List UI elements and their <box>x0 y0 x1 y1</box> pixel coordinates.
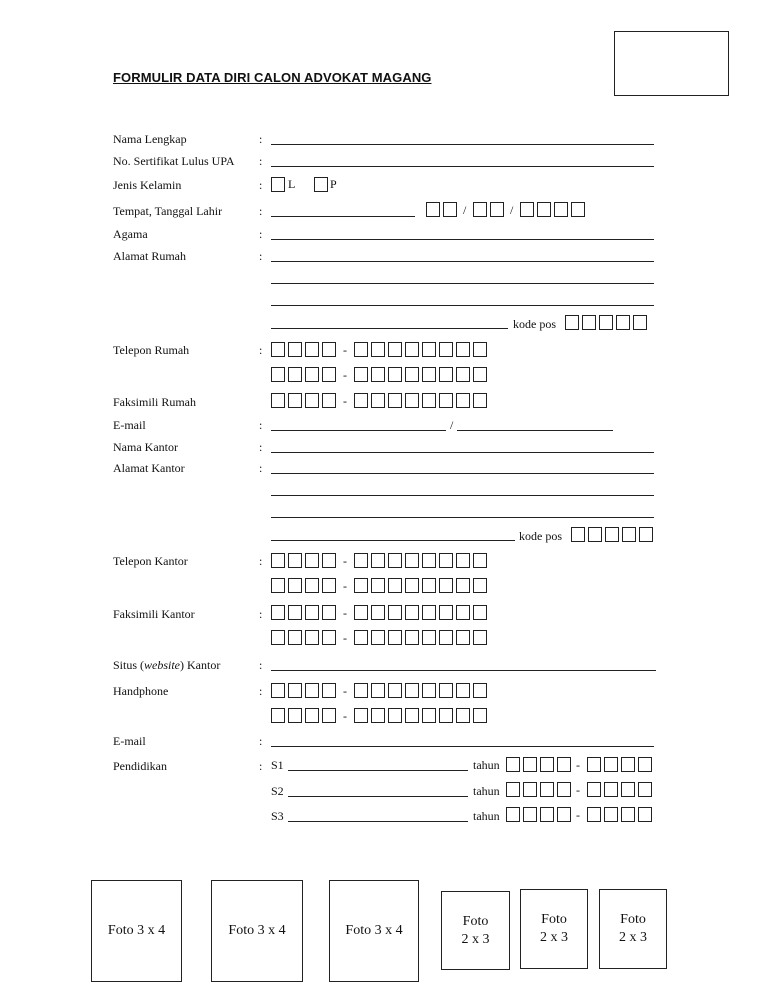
faksimili-rumah-number-box[interactable] <box>388 393 402 408</box>
kode-pos-kantor-box[interactable] <box>622 527 636 542</box>
kode-pos-label: kode pos <box>513 317 556 331</box>
telepon-kantor-number-box[interactable] <box>456 553 470 568</box>
telepon-rumah-number-box[interactable] <box>371 367 385 382</box>
label-email-2: E-mail <box>113 734 146 748</box>
phone-dash: - <box>343 579 347 593</box>
handphone-number-box[interactable] <box>456 683 470 698</box>
colon: : <box>259 607 263 621</box>
telepon-kantor-area-box[interactable] <box>288 578 302 593</box>
handphone-area-box[interactable] <box>288 708 302 723</box>
telepon-kantor-area-box[interactable] <box>305 553 319 568</box>
faksimili-kantor-area-box[interactable] <box>271 605 285 620</box>
s2-tahun-mulai-box[interactable] <box>523 782 537 797</box>
gender-l-label: L <box>288 177 296 191</box>
telepon-rumah-number-box[interactable] <box>456 367 470 382</box>
label-no-sertifikat: No. Sertifikat Lulus UPA <box>113 154 235 168</box>
s2-tahun-mulai-box[interactable] <box>557 782 571 797</box>
s3-tahun-mulai-box[interactable] <box>523 807 537 822</box>
faksimili-kantor-area-box[interactable] <box>288 630 302 645</box>
form-title: FORMULIR DATA DIRI CALON ADVOKAT MAGANG <box>113 70 432 85</box>
telepon-kantor-number-box[interactable] <box>405 553 419 568</box>
colon: : <box>259 554 263 568</box>
education-level-s1: S1 <box>271 758 284 772</box>
label-telepon-rumah: Telepon Rumah <box>113 343 190 357</box>
telepon-rumah-area-box[interactable] <box>288 342 302 357</box>
colon: : <box>259 249 263 263</box>
handphone-number-box[interactable] <box>405 708 419 723</box>
faksimili-rumah-area-box[interactable] <box>288 393 302 408</box>
faksimili-kantor-number-box[interactable] <box>422 605 436 620</box>
faksimili-kantor-area-box[interactable] <box>288 605 302 620</box>
telepon-kantor-area-box[interactable] <box>271 578 285 593</box>
alamat-rumah-line-3[interactable] <box>271 305 654 306</box>
s3-tahun-mulai-box[interactable] <box>557 807 571 822</box>
s2-tahun-selesai-box[interactable] <box>621 782 635 797</box>
faksimili-rumah-number-box[interactable] <box>439 393 453 408</box>
email-1-field-a[interactable] <box>271 430 446 431</box>
s3-tahun-selesai-box[interactable] <box>621 807 635 822</box>
no-sertifikat-field[interactable] <box>271 166 654 167</box>
s2-tahun-mulai-box[interactable] <box>540 782 554 797</box>
telepon-rumah-number-box[interactable] <box>405 342 419 357</box>
s1-tahun-selesai-box[interactable] <box>638 757 652 772</box>
photo-2x3-line2: 2 x 3 <box>540 930 568 945</box>
telepon-kantor-number-box[interactable] <box>439 553 453 568</box>
telepon-rumah-number-box[interactable] <box>473 342 487 357</box>
colon: : <box>259 343 263 357</box>
colon: : <box>259 418 263 432</box>
phone-dash: - <box>343 684 347 698</box>
telepon-kantor-number-box[interactable] <box>422 553 436 568</box>
faksimili-kantor-number-box[interactable] <box>456 605 470 620</box>
telepon-rumah-number-box[interactable] <box>388 367 402 382</box>
handphone-number-box[interactable] <box>439 683 453 698</box>
colon: : <box>259 154 263 168</box>
faksimili-rumah-area-box[interactable] <box>271 393 285 408</box>
label-faksimili-kantor: Faksimili Kantor <box>113 607 195 621</box>
situs-kantor-field[interactable] <box>271 670 656 671</box>
handphone-number-box[interactable] <box>388 683 402 698</box>
label-alamat-kantor: Alamat Kantor <box>113 461 185 475</box>
handphone-number-box[interactable] <box>439 708 453 723</box>
email-1-field-b[interactable] <box>457 430 613 431</box>
tahun-lahir-box[interactable] <box>537 202 551 217</box>
faksimili-rumah-number-box[interactable] <box>405 393 419 408</box>
telepon-rumah-area-box[interactable] <box>271 367 285 382</box>
photo-2x3-line2: 2 x 3 <box>461 931 490 947</box>
faksimili-kantor-number-box[interactable] <box>354 605 368 620</box>
year-dash: - <box>576 808 580 822</box>
telepon-rumah-area-box[interactable] <box>288 367 302 382</box>
telepon-rumah-area-box[interactable] <box>271 342 285 357</box>
photo-2x3-box-2 <box>520 889 588 969</box>
handphone-number-box[interactable] <box>422 708 436 723</box>
s1-tahun-selesai-box[interactable] <box>604 757 618 772</box>
kode-pos-kantor-box[interactable] <box>588 527 602 542</box>
phone-dash: - <box>343 554 347 568</box>
year-dash: - <box>576 758 580 772</box>
label-nama-kantor: Nama Kantor <box>113 440 178 454</box>
faksimili-kantor-number-box[interactable] <box>405 605 419 620</box>
telepon-kantor-number-box[interactable] <box>371 553 385 568</box>
phone-dash: - <box>343 709 347 723</box>
photo-2x3-box-1 <box>441 891 510 970</box>
education-level-s3: S3 <box>271 809 284 823</box>
telepon-rumah-number-box[interactable] <box>439 342 453 357</box>
telepon-rumah-number-box[interactable] <box>422 342 436 357</box>
colon: : <box>259 759 263 773</box>
kode-pos-kantor-box[interactable] <box>571 527 585 542</box>
gender-p-label: P <box>330 177 337 191</box>
alamat-rumah-line-1[interactable] <box>271 261 654 262</box>
kode-pos-label: kode pos <box>519 529 562 543</box>
telepon-rumah-number-box[interactable] <box>388 342 402 357</box>
tempat-lahir-field[interactable] <box>271 216 415 217</box>
faksimili-kantor-number-box[interactable] <box>371 605 385 620</box>
faksimili-kantor-number-box[interactable] <box>439 605 453 620</box>
faksimili-kantor-number-box[interactable] <box>388 630 402 645</box>
faksimili-kantor-number-box[interactable] <box>388 605 402 620</box>
date-slash: / <box>510 203 514 217</box>
faksimili-rumah-number-box[interactable] <box>473 393 487 408</box>
tahun-label: tahun <box>473 809 500 823</box>
colon: : <box>259 204 263 218</box>
s3-tahun-mulai-box[interactable] <box>506 807 520 822</box>
s2-tahun-selesai-box[interactable] <box>604 782 618 797</box>
tahun-lahir-box[interactable] <box>571 202 585 217</box>
label-pendidikan: Pendidikan <box>113 759 167 773</box>
tahun-label: tahun <box>473 784 500 798</box>
telepon-kantor-number-box[interactable] <box>473 578 487 593</box>
label-handphone: Handphone <box>113 684 169 698</box>
s1-tahun-selesai-box[interactable] <box>587 757 601 772</box>
handphone-area-box[interactable] <box>271 683 285 698</box>
alamat-kantor-line-1[interactable] <box>271 473 654 474</box>
faksimili-kantor-number-box[interactable] <box>439 630 453 645</box>
alamat-rumah-line-4[interactable] <box>271 328 508 329</box>
kode-pos-rumah-box[interactable] <box>616 315 630 330</box>
kode-pos-rumah-box[interactable] <box>565 315 579 330</box>
education-level-s2: S2 <box>271 784 284 798</box>
phone-dash: - <box>343 343 347 357</box>
s3-tahun-selesai-box[interactable] <box>604 807 618 822</box>
phone-dash: - <box>343 394 347 408</box>
faksimili-rumah-number-box[interactable] <box>456 393 470 408</box>
photo-3x4-box-3: Foto 3 x 4 <box>329 880 419 982</box>
s1-field[interactable] <box>288 770 468 771</box>
s3-tahun-selesai-box[interactable] <box>638 807 652 822</box>
colon: : <box>259 440 263 454</box>
tahun-label: tahun <box>473 758 500 772</box>
telepon-rumah-number-box[interactable] <box>354 342 368 357</box>
email-slash: / <box>450 418 454 432</box>
kode-pos-rumah-box[interactable] <box>633 315 647 330</box>
phone-dash: - <box>343 368 347 382</box>
photo-3x4-box-1: Foto 3 x 4 <box>91 880 182 982</box>
phone-dash: - <box>343 631 347 645</box>
telepon-kantor-area-box[interactable] <box>271 553 285 568</box>
faksimili-kantor-area-box[interactable] <box>305 605 319 620</box>
s1-tahun-mulai-box[interactable] <box>557 757 571 772</box>
handphone-number-box[interactable] <box>473 683 487 698</box>
alamat-kantor-line-3[interactable] <box>271 517 654 518</box>
gender-p-checkbox[interactable] <box>314 177 328 192</box>
handphone-number-box[interactable] <box>405 683 419 698</box>
telepon-rumah-area-box[interactable] <box>305 367 319 382</box>
telepon-kantor-number-box[interactable] <box>354 553 368 568</box>
label-telepon-kantor: Telepon Kantor <box>113 554 188 568</box>
gender-l-checkbox[interactable] <box>271 177 285 192</box>
telepon-kantor-number-box[interactable] <box>456 578 470 593</box>
telepon-rumah-number-box[interactable] <box>473 367 487 382</box>
faksimili-rumah-area-box[interactable] <box>322 393 336 408</box>
situs-suffix: ) Kantor <box>180 658 221 672</box>
label-nama-lengkap: Nama Lengkap <box>113 132 187 146</box>
faksimili-kantor-number-box[interactable] <box>456 630 470 645</box>
date-slash: / <box>463 203 467 217</box>
telepon-rumah-number-box[interactable] <box>456 342 470 357</box>
photo-2x3-line1: Foto <box>541 912 567 927</box>
telepon-rumah-area-box[interactable] <box>305 342 319 357</box>
faksimili-kantor-number-box[interactable] <box>371 630 385 645</box>
handphone-number-box[interactable] <box>354 683 368 698</box>
handphone-number-box[interactable] <box>371 708 385 723</box>
handphone-area-box[interactable] <box>322 683 336 698</box>
faksimili-kantor-area-box[interactable] <box>271 630 285 645</box>
telepon-kantor-number-box[interactable] <box>473 553 487 568</box>
faksimili-kantor-number-box[interactable] <box>422 630 436 645</box>
telepon-kantor-number-box[interactable] <box>388 553 402 568</box>
telepon-kantor-number-box[interactable] <box>422 578 436 593</box>
s2-tahun-selesai-box[interactable] <box>587 782 601 797</box>
faksimili-kantor-number-box[interactable] <box>473 605 487 620</box>
faksimili-rumah-area-box[interactable] <box>305 393 319 408</box>
photo-2x3-box-3 <box>599 889 667 969</box>
handphone-area-box[interactable] <box>288 683 302 698</box>
telepon-kantor-number-box[interactable] <box>405 578 419 593</box>
kode-pos-rumah-box[interactable] <box>582 315 596 330</box>
s1-tahun-mulai-box[interactable] <box>523 757 537 772</box>
handphone-number-box[interactable] <box>456 708 470 723</box>
tanggal-box[interactable] <box>426 202 440 217</box>
faksimili-kantor-number-box[interactable] <box>354 630 368 645</box>
telepon-kantor-area-box[interactable] <box>305 578 319 593</box>
faksimili-kantor-number-box[interactable] <box>405 630 419 645</box>
year-dash: - <box>576 783 580 797</box>
handphone-number-box[interactable] <box>354 708 368 723</box>
nama-kantor-field[interactable] <box>271 452 654 453</box>
telepon-rumah-area-box[interactable] <box>322 342 336 357</box>
situs-italic: website <box>144 658 181 672</box>
tahun-lahir-box[interactable] <box>554 202 568 217</box>
s2-field[interactable] <box>288 796 468 797</box>
handphone-area-box[interactable] <box>305 683 319 698</box>
telepon-rumah-area-box[interactable] <box>322 367 336 382</box>
faksimili-kantor-number-box[interactable] <box>473 630 487 645</box>
alamat-kantor-line-2[interactable] <box>271 495 654 496</box>
s1-tahun-mulai-box[interactable] <box>506 757 520 772</box>
handphone-area-box[interactable] <box>271 708 285 723</box>
label-alamat-rumah: Alamat Rumah <box>113 249 186 263</box>
s2-tahun-mulai-box[interactable] <box>506 782 520 797</box>
kode-pos-rumah-box[interactable] <box>599 315 613 330</box>
handphone-number-box[interactable] <box>388 708 402 723</box>
colon: : <box>259 227 263 241</box>
s3-tahun-selesai-box[interactable] <box>587 807 601 822</box>
telepon-rumah-number-box[interactable] <box>354 367 368 382</box>
colon: : <box>259 684 263 698</box>
faksimili-kantor-area-box[interactable] <box>322 605 336 620</box>
tahun-lahir-box[interactable] <box>520 202 534 217</box>
kode-pos-kantor-box[interactable] <box>605 527 619 542</box>
email-2-field[interactable] <box>271 746 654 747</box>
s1-tahun-selesai-box[interactable] <box>621 757 635 772</box>
photo-3x4-box-2: Foto 3 x 4 <box>211 880 303 982</box>
label-email-1: E-mail <box>113 418 146 432</box>
handphone-number-box[interactable] <box>422 683 436 698</box>
alamat-kantor-line-4[interactable] <box>271 540 515 541</box>
label-agama: Agama <box>113 227 148 241</box>
colon: : <box>259 734 263 748</box>
telepon-rumah-number-box[interactable] <box>371 342 385 357</box>
agama-field[interactable] <box>271 239 654 240</box>
stamp-box <box>614 31 729 96</box>
handphone-area-box[interactable] <box>305 708 319 723</box>
faksimili-rumah-number-box[interactable] <box>371 393 385 408</box>
telepon-kantor-number-box[interactable] <box>439 578 453 593</box>
label-faksimili-rumah: Faksimili Rumah <box>113 395 197 409</box>
alamat-rumah-line-2[interactable] <box>271 283 654 284</box>
telepon-kantor-area-box[interactable] <box>288 553 302 568</box>
bulan-box[interactable] <box>490 202 504 217</box>
telepon-kantor-area-box[interactable] <box>322 578 336 593</box>
faksimili-rumah-number-box[interactable] <box>422 393 436 408</box>
photo-2x3-line2: 2 x 3 <box>619 930 647 945</box>
colon: : <box>259 658 263 672</box>
label-situs-kantor <box>113 658 220 672</box>
telepon-kantor-area-box[interactable] <box>322 553 336 568</box>
telepon-kantor-number-box[interactable] <box>371 578 385 593</box>
s2-tahun-selesai-box[interactable] <box>638 782 652 797</box>
kode-pos-kantor-box[interactable] <box>639 527 653 542</box>
photo-2x3-line1: Foto <box>462 913 489 929</box>
colon: : <box>259 132 263 146</box>
handphone-number-box[interactable] <box>371 683 385 698</box>
label-ttl: Tempat, Tanggal Lahir <box>113 204 223 218</box>
s3-tahun-mulai-box[interactable] <box>540 807 554 822</box>
telepon-rumah-number-box[interactable] <box>422 367 436 382</box>
faksimili-kantor-area-box[interactable] <box>322 630 336 645</box>
faksimili-kantor-area-box[interactable] <box>305 630 319 645</box>
bulan-box[interactable] <box>473 202 487 217</box>
nama-lengkap-field[interactable] <box>271 144 654 145</box>
colon: : <box>259 461 263 475</box>
handphone-number-box[interactable] <box>473 708 487 723</box>
handphone-area-box[interactable] <box>322 708 336 723</box>
photo-2x3-line1: Foto <box>620 912 646 927</box>
faksimili-rumah-number-box[interactable] <box>354 393 368 408</box>
label-jenis-kelamin: Jenis Kelamin <box>113 178 182 192</box>
telepon-rumah-number-box[interactable] <box>439 367 453 382</box>
situs-prefix: Situs ( <box>113 658 145 672</box>
s3-field[interactable] <box>288 821 468 822</box>
colon: : <box>259 178 263 192</box>
telepon-kantor-number-box[interactable] <box>354 578 368 593</box>
telepon-kantor-number-box[interactable] <box>388 578 402 593</box>
s1-tahun-mulai-box[interactable] <box>540 757 554 772</box>
telepon-rumah-number-box[interactable] <box>405 367 419 382</box>
tanggal-box[interactable] <box>443 202 457 217</box>
phone-dash: - <box>343 606 347 620</box>
